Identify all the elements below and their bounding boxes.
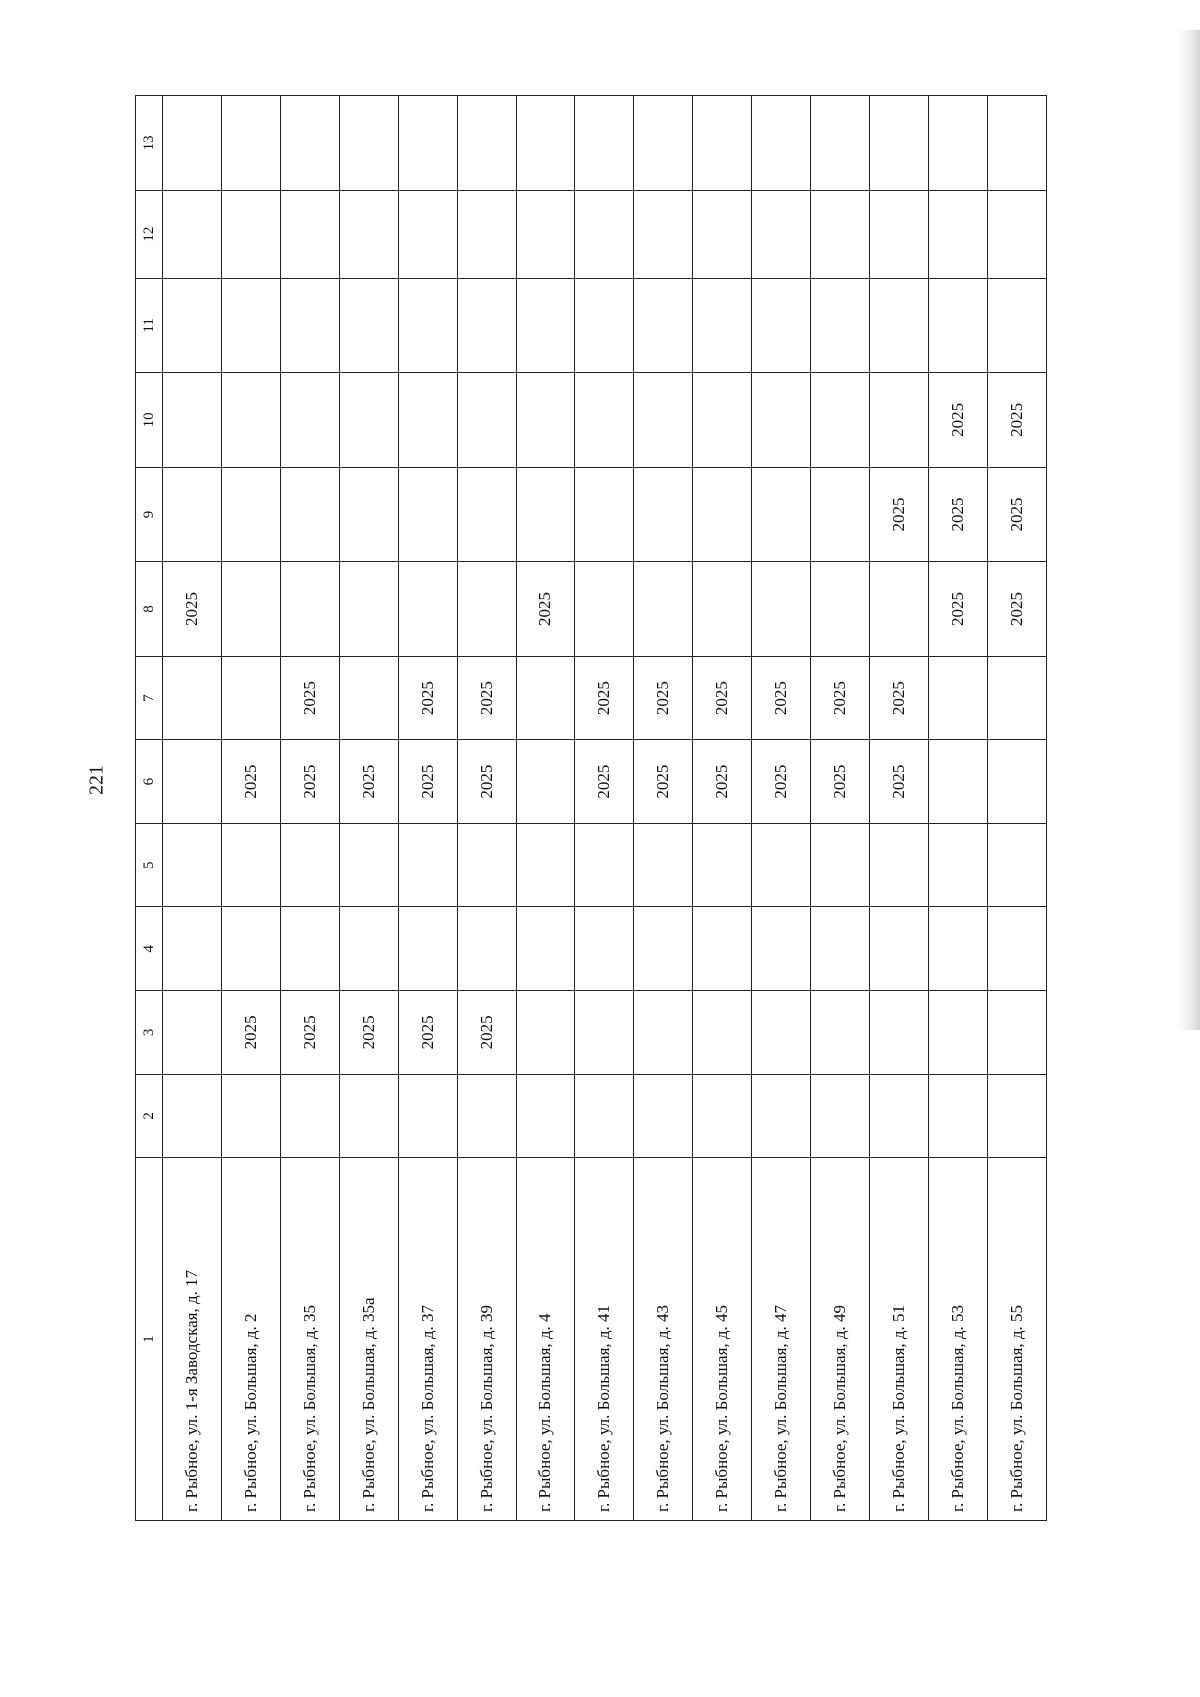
address-cell: г. Рыбное, ул. Большая, д. 2 [221,1158,280,1521]
year-cell [457,96,516,191]
year-cell [693,907,752,991]
address-cell: г. Рыбное, ул. Большая, д. 47 [752,1158,811,1521]
table-row [811,96,870,1521]
year-cell [870,373,929,468]
year-cell [811,96,870,191]
year-cell: 2025 [811,656,870,740]
year-cell: 2025 [457,740,516,824]
table-header-row [136,96,163,1521]
column-header: 1 [136,1158,163,1521]
year-cell [870,1074,929,1158]
year-cell [163,278,222,373]
year-cell [928,907,987,991]
year-cell [163,1074,222,1158]
year-cell: 2025 [693,656,752,740]
year-cell: 2025 [575,656,634,740]
year-cell [457,562,516,657]
year-cell [221,823,280,907]
address-cell: г. Рыбное, ул. Большая, д. 39 [457,1158,516,1521]
year-cell [811,467,870,562]
year-cell [221,562,280,657]
year-cell [575,823,634,907]
year-cell: 2025 [575,740,634,824]
table-row [575,96,634,1521]
year-cell [575,278,634,373]
table-row [457,96,516,1521]
year-cell [752,1074,811,1158]
year-cell: 2025 [457,991,516,1075]
year-cell [339,907,398,991]
year-cell [575,190,634,278]
year-cell [928,278,987,373]
year-cell [928,656,987,740]
year-cell [634,562,693,657]
year-cell [457,373,516,468]
year-cell [221,96,280,191]
address-cell: г. Рыбное, ул. Большая, д. 37 [398,1158,457,1521]
year-cell [634,190,693,278]
year-cell [811,823,870,907]
year-cell [516,823,575,907]
address-cell: г. Рыбное, ул. Большая, д. 53 [928,1158,987,1521]
year-cell: 2025 [928,467,987,562]
year-cell [811,373,870,468]
year-cell [693,190,752,278]
year-cell [339,1074,398,1158]
year-cell [693,373,752,468]
year-cell [987,907,1046,991]
year-cell [811,907,870,991]
year-cell [163,907,222,991]
table-row [398,96,457,1521]
year-cell [693,823,752,907]
year-cell [752,190,811,278]
year-cell [516,740,575,824]
year-cell [398,907,457,991]
year-cell: 2025 [870,467,929,562]
column-header: 10 [136,373,163,468]
year-cell: 2025 [693,740,752,824]
column-header: 9 [136,467,163,562]
year-cell [987,278,1046,373]
address-cell: г. Рыбное, ул. Большая, д. 49 [811,1158,870,1521]
year-cell [457,1074,516,1158]
year-cell [398,96,457,191]
year-cell [398,823,457,907]
year-cell: 2025 [811,740,870,824]
year-cell [516,278,575,373]
year-cell [398,190,457,278]
year-cell [928,740,987,824]
year-cell [457,823,516,907]
year-cell [928,1074,987,1158]
year-cell [928,823,987,907]
year-cell [339,96,398,191]
year-cell [928,190,987,278]
address-cell: г. Рыбное, ул. Большая, д. 55 [987,1158,1046,1521]
year-cell [516,991,575,1075]
year-cell [752,991,811,1075]
year-cell [221,467,280,562]
year-cell [811,991,870,1075]
year-cell [163,823,222,907]
year-cell: 2025 [339,991,398,1075]
year-cell [693,562,752,657]
year-cell: 2025 [928,373,987,468]
year-cell [575,562,634,657]
year-cell [516,373,575,468]
year-cell [280,96,339,191]
year-cell [280,907,339,991]
year-cell [221,278,280,373]
year-cell [870,907,929,991]
column-header: 13 [136,96,163,191]
year-cell [634,907,693,991]
year-cell [634,1074,693,1158]
year-cell [398,373,457,468]
year-cell [634,991,693,1075]
rotated-table [135,95,1047,1521]
address-cell: г. Рыбное, ул. 1-я Заводская, д. 17 [163,1158,222,1521]
year-cell: 2025 [280,740,339,824]
year-cell: 2025 [398,656,457,740]
year-cell [575,467,634,562]
year-cell [339,190,398,278]
year-cell [987,96,1046,191]
column-header: 7 [136,656,163,740]
year-cell [516,907,575,991]
year-cell [280,467,339,562]
year-cell [163,373,222,468]
year-cell [928,991,987,1075]
year-cell [163,190,222,278]
year-cell: 2025 [870,656,929,740]
year-cell [634,278,693,373]
year-cell [575,991,634,1075]
year-cell [870,96,929,191]
year-cell [398,1074,457,1158]
year-cell [811,1074,870,1158]
table-row [221,96,280,1521]
table-row [928,96,987,1521]
year-cell [457,467,516,562]
year-cell [457,278,516,373]
year-cell [516,96,575,191]
year-cell [516,656,575,740]
year-cell [280,823,339,907]
year-cell: 2025 [398,991,457,1075]
year-cell [457,907,516,991]
address-cell: г. Рыбное, ул. Большая, д. 35а [339,1158,398,1521]
year-cell [575,96,634,191]
year-cell: 2025 [280,991,339,1075]
table-row [987,96,1046,1521]
year-cell [221,656,280,740]
year-cell: 2025 [457,656,516,740]
year-cell [693,991,752,1075]
year-cell [811,278,870,373]
year-cell [221,373,280,468]
address-cell: г. Рыбное, ул. Большая, д. 41 [575,1158,634,1521]
year-cell [516,1074,575,1158]
year-cell [339,823,398,907]
year-cell [339,656,398,740]
year-cell [870,278,929,373]
table-row [870,96,929,1521]
column-header: 5 [136,823,163,907]
year-cell [575,373,634,468]
table-row [339,96,398,1521]
column-header: 6 [136,740,163,824]
year-cell [752,373,811,468]
table-row [280,96,339,1521]
year-cell: 2025 [752,740,811,824]
year-cell [693,1074,752,1158]
year-cell [811,190,870,278]
year-cell [516,190,575,278]
year-cell [752,278,811,373]
year-cell: 2025 [928,562,987,657]
year-cell [339,373,398,468]
column-header: 2 [136,1074,163,1158]
year-cell: 2025 [634,740,693,824]
year-cell [339,278,398,373]
column-header: 4 [136,907,163,991]
year-cell [516,467,575,562]
year-cell [457,190,516,278]
page-number: 221 [85,765,108,795]
column-header: 3 [136,991,163,1075]
year-cell [280,562,339,657]
year-cell: 2025 [221,991,280,1075]
year-cell [575,907,634,991]
year-cell [870,991,929,1075]
year-cell [163,740,222,824]
year-cell [752,467,811,562]
address-cell: г. Рыбное, ул. Большая, д. 4 [516,1158,575,1521]
year-cell: 2025 [634,656,693,740]
year-cell [987,1074,1046,1158]
schedule-table [135,95,1047,1521]
year-cell [987,190,1046,278]
column-header: 8 [136,562,163,657]
year-cell [221,1074,280,1158]
year-cell [987,823,1046,907]
year-cell [634,467,693,562]
year-cell [987,991,1046,1075]
year-cell [634,823,693,907]
year-cell [634,373,693,468]
year-cell [693,467,752,562]
year-cell [693,278,752,373]
year-cell [163,991,222,1075]
year-cell [752,96,811,191]
table-row [516,96,575,1521]
year-cell [163,467,222,562]
year-cell [987,740,1046,824]
table-body [163,96,1047,1521]
year-cell [752,562,811,657]
table-container [135,95,1047,1521]
year-cell [221,907,280,991]
table-row [752,96,811,1521]
column-header: 11 [136,278,163,373]
address-cell: г. Рыбное, ул. Большая, д. 51 [870,1158,929,1521]
year-cell: 2025 [221,740,280,824]
scan-edge-shadow [1178,30,1200,1030]
year-cell: 2025 [398,740,457,824]
year-cell [339,467,398,562]
year-cell [398,562,457,657]
year-cell: 2025 [163,562,222,657]
year-cell [163,96,222,191]
year-cell: 2025 [280,656,339,740]
year-cell [870,823,929,907]
year-cell: 2025 [987,373,1046,468]
year-cell [280,190,339,278]
year-cell: 2025 [987,467,1046,562]
year-cell [575,1074,634,1158]
year-cell [280,373,339,468]
year-cell: 2025 [516,562,575,657]
year-cell [752,823,811,907]
table-row [163,96,222,1521]
column-header: 12 [136,190,163,278]
table-row [693,96,752,1521]
year-cell [870,190,929,278]
year-cell [163,656,222,740]
table-row [634,96,693,1521]
year-cell: 2025 [987,562,1046,657]
year-cell [634,96,693,191]
year-cell [811,562,870,657]
year-cell [398,278,457,373]
year-cell [752,907,811,991]
year-cell [693,96,752,191]
year-cell: 2025 [752,656,811,740]
year-cell [339,562,398,657]
year-cell: 2025 [870,740,929,824]
address-cell: г. Рыбное, ул. Большая, д. 45 [693,1158,752,1521]
year-cell [398,467,457,562]
year-cell [221,190,280,278]
year-cell [987,656,1046,740]
year-cell [870,562,929,657]
year-cell [280,278,339,373]
address-cell: г. Рыбное, ул. Большая, д. 35 [280,1158,339,1521]
year-cell [928,96,987,191]
year-cell: 2025 [339,740,398,824]
year-cell [280,1074,339,1158]
address-cell: г. Рыбное, ул. Большая, д. 43 [634,1158,693,1521]
